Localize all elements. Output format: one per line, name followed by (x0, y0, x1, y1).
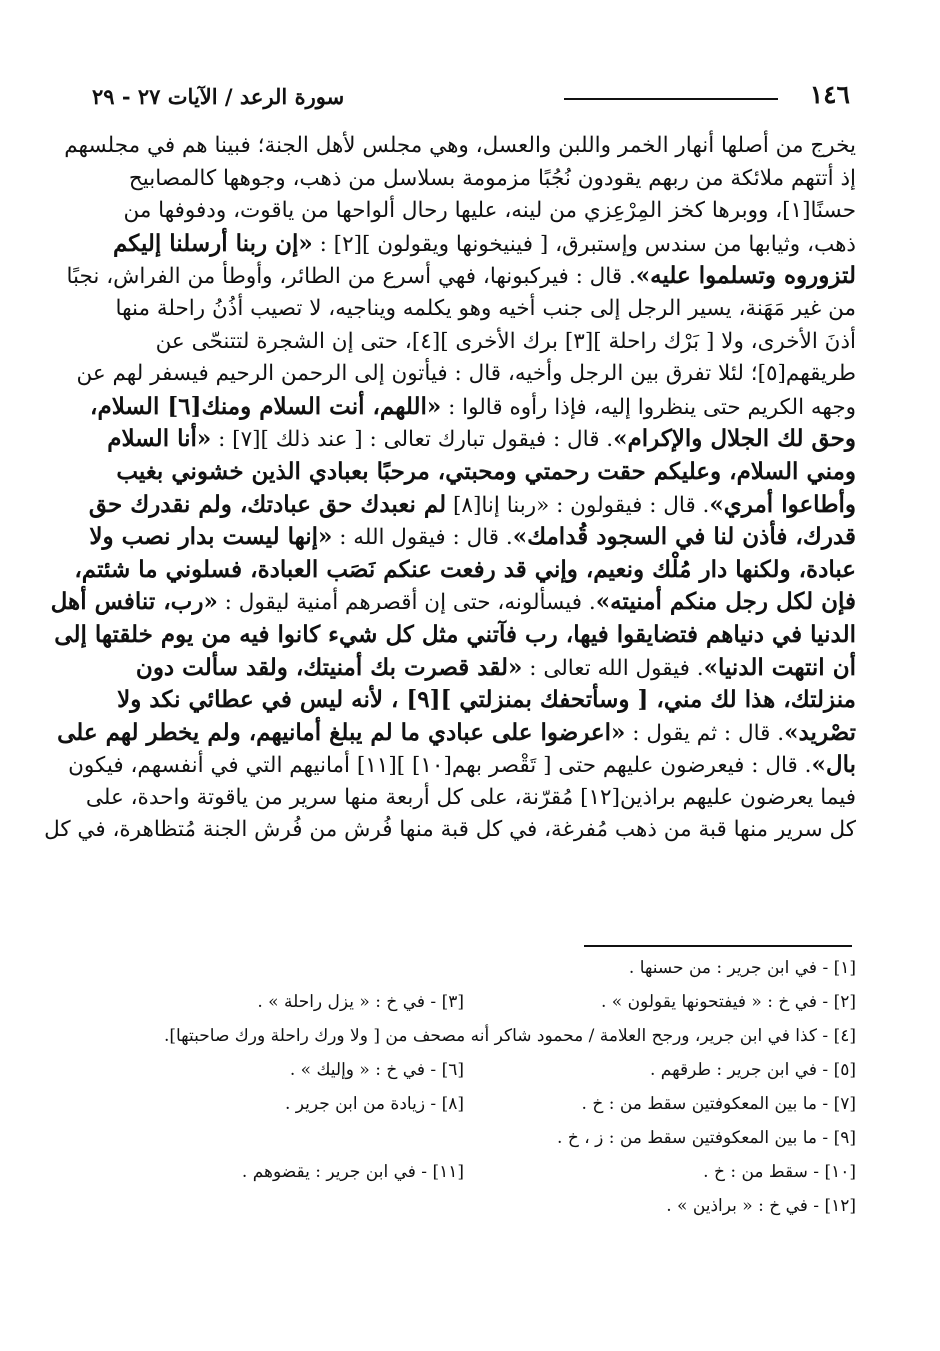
quote-segment: تصْريد» (784, 718, 856, 746)
footnote-row (90, 1060, 856, 1094)
footnote: [١١] - في ابن جرير : يقضوهم . (241, 1162, 464, 1182)
text-line (90, 684, 856, 717)
text-segment: . قال : فيقولون : «ربنا إنا[٨] (446, 492, 710, 518)
text-segment: وجهه الكريم حتى ينظروا إليه، فإذا رأوه قالوا : (441, 394, 856, 420)
text-segment: طريقهم[٥]؛ لئلا تفرق بين الرجل وأخيه، قال : فيأتون إلى الرحمن الرحيم فيسفر لهم عن (76, 361, 856, 387)
footnote: [٦] - في خ : « وإليك » . (289, 1060, 464, 1080)
text-segment: من غير مَهَنة، يسير الرجل إلى جنب أخيه وهو يكلمه ويناجيه، لا تصيب أذُنُ راحلة منها (115, 295, 856, 321)
text-line (85, 782, 856, 815)
footnote: [١٢] - في خ : « براذين » . (666, 1196, 856, 1216)
text-segment: . قال : فيعرضون عليهم حتى [ تَقْصر بهم[١٠] ][١١] أمانيهم التي في أنفسهم، فيكون (68, 753, 812, 779)
text-line (44, 814, 856, 847)
quote-segment: «اللهم، أنت السلام ومنك[٦] السلام، (90, 392, 442, 420)
text-line (90, 163, 856, 196)
quote-segment: لتزوروه وتسلموا عليه» (635, 262, 856, 290)
text-line (90, 228, 856, 261)
text-segment: . قال : فيركبونها، فهي أسرع من الطائر، وأوطأ من الفراش، نجبًا (66, 264, 636, 290)
text-line (54, 619, 856, 652)
quote-segment: بال» (811, 751, 856, 779)
text-line (50, 586, 856, 619)
footnote: [٤] - كذا في ابن جرير، ورجح العلامة / محمود شاكر أنه مصحف من [ ولا ورك راحلة ورك صاحبتها]. (163, 1026, 856, 1046)
quote-segment: الدنيا في دنياهم فتضايقوا فيها، رب فآتني مثل كل شيء كانوا فيه من يوم خلقتها إلى (54, 620, 856, 648)
footnote: [٣] - في خ : « يزل راحلة » . (257, 992, 464, 1012)
quote-segment: عبادة، ولكنها دار مُلْك ونعيم، وإني قد رفعت عنكم نَصَب العبادة، فسلوني ما شئتم، (74, 555, 856, 583)
quote-segment: «أنا السلام (107, 425, 212, 453)
body-text (44, 130, 856, 847)
text-line (90, 652, 856, 685)
footnote-row (90, 1196, 856, 1230)
text-segment: . قال : ثم يقول : (625, 720, 785, 746)
footnote: [١٠] - سقط من : خ . (703, 1162, 856, 1182)
text-line (66, 260, 856, 293)
text-segment: . قال : فيقول تبارك تعالى : [ عند ذلك ][٧] : (211, 427, 614, 453)
text-line (90, 423, 856, 456)
text-line (74, 554, 856, 587)
quote-segment: وأطاعوا أمري» (709, 490, 856, 518)
text-segment: يخرج من أصلها أنهار الخمر واللبن والعسل، وهي مجلس لأهل الجنة؛ فبينا هم في مجلسهم (64, 133, 856, 158)
text-segment: ذهب، وثيابها من سندس وإستبرق، [ فينيخونها ويقولون ][٢] : (312, 231, 856, 257)
footnote-row (90, 1128, 856, 1162)
text-line (90, 326, 856, 359)
text-line (76, 358, 856, 391)
text-segment: كل سرير منها قبة من ذهب مُفرغة، في كل قبة منها فُرش من فُرش الجنة مُتظاهرة، في كل (44, 817, 856, 843)
page-number: ١٤٦ (809, 80, 850, 109)
text-line (90, 293, 856, 326)
text-line (90, 489, 856, 522)
text-line (90, 521, 856, 554)
text-line (90, 456, 856, 489)
text-segment: . قال : فيقول الله : (332, 525, 513, 551)
quote-segment: «إن ربنا أرسلنا إليكم (112, 229, 313, 257)
footnote: [١] - في ابن جرير : من حسنها . (628, 958, 856, 978)
footnote: [٥] - في ابن جرير : طرقهم . (650, 1060, 856, 1080)
footnote-separator (584, 945, 852, 947)
quote-segment: قدرك، فأذن لنا في السجود قُدامك» (512, 523, 856, 551)
quote-segment: وحق لك الجلال والإكرام» (613, 425, 856, 453)
text-segment: فيما يعرضون عليهم براذين[١٢] مُقرّنة، على كل أربعة منها سرير من ياقوتة واحدة، على (85, 784, 856, 810)
footnote: [٧] - ما بين المعكوفتين سقط من : خ . (581, 1094, 856, 1114)
quote-segment: «رب، تنافس أهل (50, 588, 218, 616)
footnote-row (90, 1094, 856, 1128)
footnotes (90, 958, 856, 1230)
footnote-row (90, 958, 856, 992)
footnote-row (90, 992, 856, 1026)
footnote: [٢] - في خ : « فيفتحونها يقولون » . (600, 992, 856, 1012)
quote-segment: لم نعبدك حق عبادتك، ولم نقدرك حق (88, 490, 447, 518)
text-line (90, 195, 856, 228)
text-line (64, 130, 856, 163)
text-segment: أذنَ الأخرى، ولا [ بَرْك راحلة ][٣] برك الأخرى ][٤]، حتى إن الشجرة لتتنحّى عن (155, 328, 856, 354)
footnote-row (90, 1026, 856, 1060)
quote-segment: «اعرضوا على عبادي ما لم يبلغ أمانيهم، ولم يخطر لهم على (57, 718, 626, 746)
quote-segment: «لقد قصرت بك أمنيتك، ولقد سألت دون (135, 653, 523, 681)
page-header (92, 76, 850, 116)
footnote-row (90, 1162, 856, 1196)
footnote: [٨] - زيادة من ابن جرير . (284, 1094, 464, 1114)
text-segment: إذ أتتهم ملائكة من ربهم يقودون نُجُبًا مزمومة بسلاسل من ذهب، وجوهها كالمصابيح (128, 165, 856, 191)
quote-segment: أن انتهت الدنيا» (703, 653, 856, 681)
text-segment: . فيقول الله تعالى : (522, 655, 704, 681)
text-line (90, 391, 856, 424)
footnote: [٩] - ما بين المعكوفتين سقط من : ز ، خ . (557, 1128, 856, 1148)
text-line (57, 717, 856, 750)
text-line (68, 749, 856, 782)
text-segment: حسنًا[١]، ووبرها كخز المِرْعِزي من لينه، عليها رحال ألواحها من ياقوت، ودفوفها من (123, 198, 856, 224)
quote-segment: فإن لكل رجل منكم أمنيته» (595, 588, 856, 616)
quote-segment: «إنها ليست بدار نصب ولا (89, 523, 333, 551)
text-segment: . فيسألونه، حتى إن أقصرهم أمنية ليقول : (217, 590, 596, 616)
quote-segment: منزلتك، هذا لك مني، [ وسأتحفك بمنزلتي ][٩] ، لأنه ليس في عطائي نكد ولا (117, 686, 856, 714)
header-rule (564, 98, 778, 100)
quote-segment: ومني السلام، وعليكم حقت رحمتي ومحبتي، مرحبًا بعبادي الذين خشوني بغيب (116, 457, 856, 485)
running-title: سورة الرعد / الآيات ٢٧ - ٢٩ (92, 84, 345, 109)
